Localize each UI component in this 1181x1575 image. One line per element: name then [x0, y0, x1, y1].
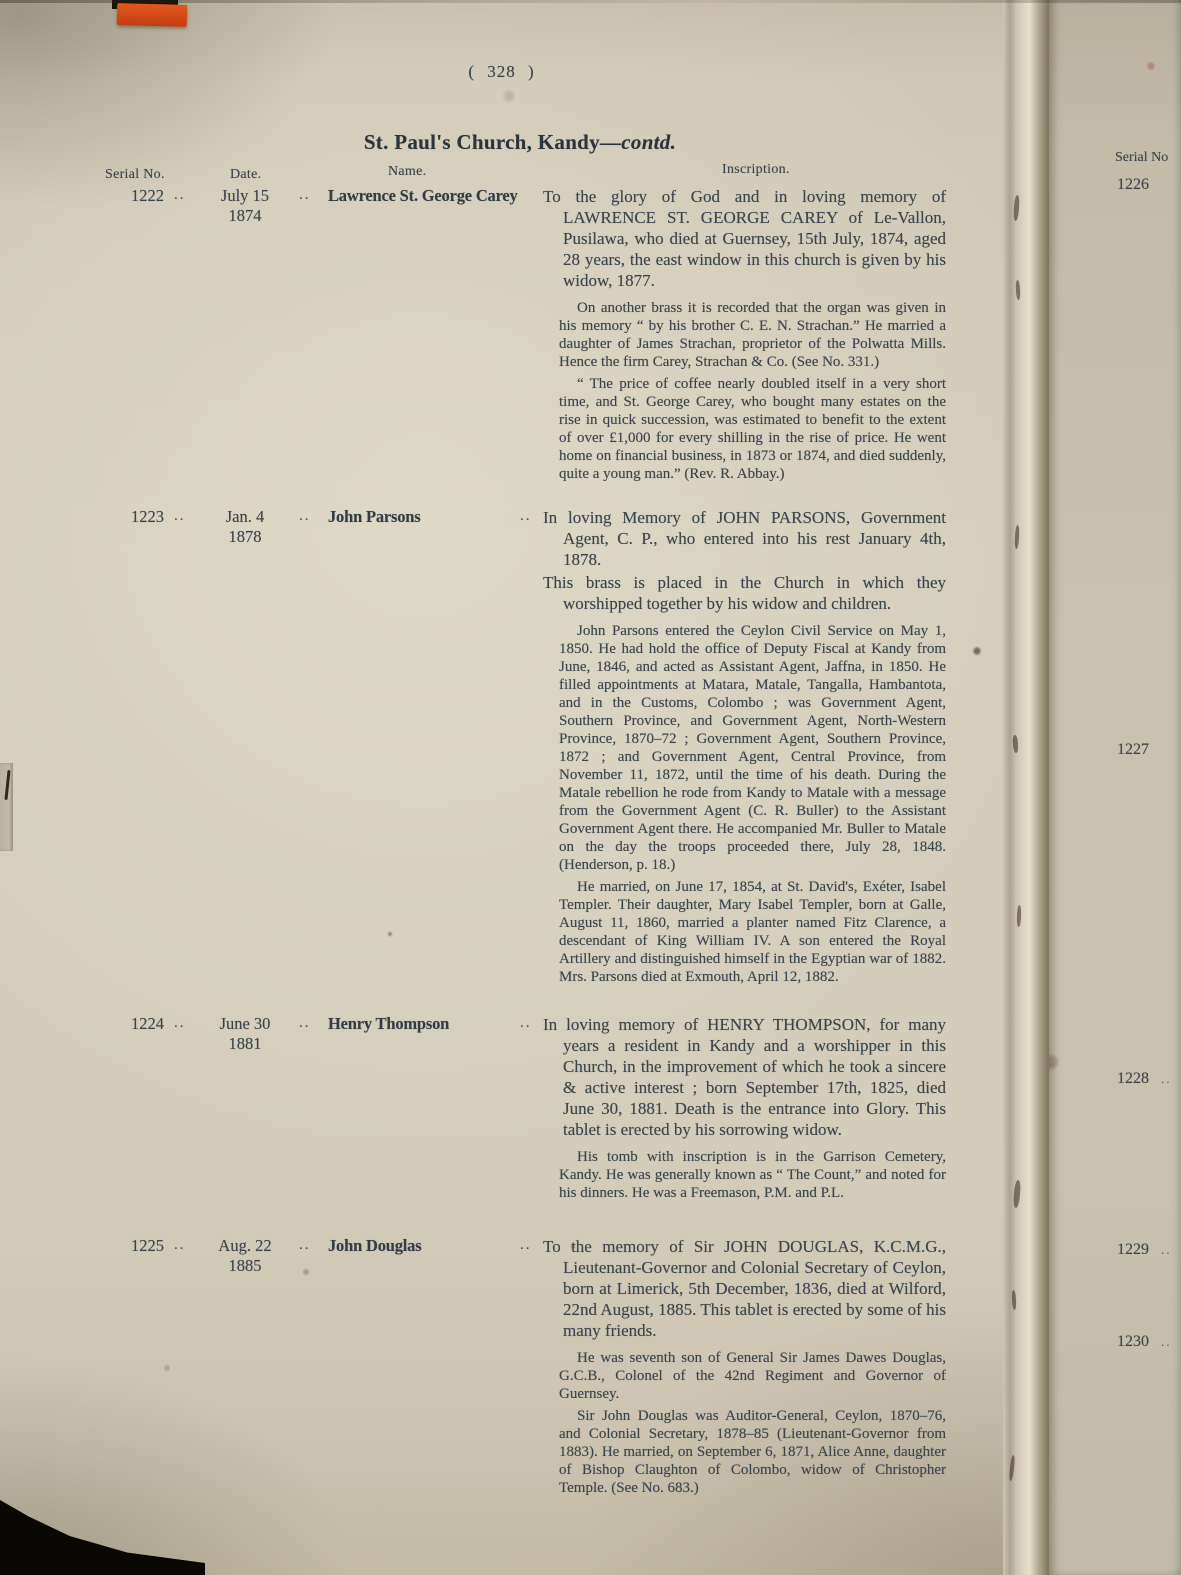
leader-dots: ..: [1161, 1334, 1172, 1349]
bookmark-tab: [117, 3, 188, 27]
leader-dots: ..: [520, 1237, 532, 1253]
next-page-serial: [1117, 1333, 1181, 1351]
leader-dots: ..: [299, 187, 311, 203]
entry-date-line1: Aug. 22: [218, 1236, 272, 1255]
leader-dots: ..: [174, 187, 186, 203]
leader-dots: ..: [299, 1015, 311, 1031]
entry-serial-number: 1223: [131, 507, 164, 526]
page-curl-edge: [1003, 0, 1049, 1575]
entry-date-line1: July 15: [220, 186, 270, 205]
next-page-serial: [1117, 176, 1181, 194]
leader-dots: ..: [174, 1015, 186, 1031]
next-page-serial: [1117, 1070, 1181, 1088]
entry-date-line2: 1881: [228, 1034, 262, 1053]
entry-date: [203, 507, 287, 547]
entry-serial-number: 1225: [131, 1236, 164, 1255]
inscription-paragraph: Sir John Douglas was Auditor-General, Ceylon, 1870–76, and Colonial Secretary, 1878–85 (Lieutenant-Governor from 1883). He married, on September 6, 1871, Alice Anne, daughter of Bishop Claughton of Colombo, widow of Christopher Temple. (See No. 683.): [559, 1408, 946, 1496]
inscription-paragraph: He was seventh son of General Sir James Dawes Douglas, G.C.B., Colonel of the 42nd Regiment and Governor of Guernsey.: [559, 1350, 946, 1402]
next-page-serial-number: 1227: [1117, 741, 1149, 758]
entry-inscription: [543, 507, 946, 986]
leader-dots: ..: [1161, 1071, 1172, 1086]
next-page-serial-number: 1226: [1117, 176, 1149, 193]
leader-dots: ..: [1161, 1242, 1172, 1257]
next-page-serial-number: 1229: [1117, 1241, 1149, 1258]
page-title: [0, 130, 1040, 155]
page-title-contd: —contd.: [599, 130, 677, 154]
entry-date-line2: 1878: [228, 527, 262, 546]
leader-dots: ..: [520, 1015, 532, 1031]
entry-date: [203, 1014, 287, 1054]
entry-serial-number: 1222: [131, 186, 164, 205]
inscription-paragraph: “ The price of coffee nearly doubled itself in a very short time, and St. George Carey, who bought many estates on the rise in quick succession, was estimated to benefit to the extent of over £1,000 for every shilling in the rise of price. He went home on financial business, in 1873 or 1874, and died suddenly, quite a young man.” (Rev. R. Abbay.): [559, 376, 946, 482]
inscription-paragraph: This brass is placed in the Church in which they worshipped together by his widow and children.: [543, 573, 946, 613]
entry-inscription: [543, 1236, 946, 1497]
inscription-paragraph: On another brass it is recorded that the organ was given in his memory “ by his brother C. E. N. Strachan.” He married a daughter of James Strachan, proprietor of the Polwatta Mills. Hence the firm Carey, Strachan & Co. (See No. 331.): [559, 300, 946, 370]
page-title-text: St. Paul's Church, Kandy: [363, 130, 600, 154]
entry-name: Henry Thompson: [328, 1014, 450, 1033]
entry-date-line2: 1885: [228, 1256, 262, 1275]
next-page-serial-number: 1230: [1117, 1333, 1149, 1350]
inscription-paragraph: John Parsons entered the Ceylon Civil Service on May 1, 1850. He had hold the office of Deputy Fiscal at Kandy from June, 1846, and acted as Assistant Agent, Jaffna, in 1850. He filled appointments at Matara, Matale, Tangalla, Hambantota, and in the Customs, Colombo ; was Government Agent, Southern Province, and Government Agent, North-Western Province, 1870–72 ; Government Agent, Southern Province, 1872 ; and Government Agent, Central Province, from November 11, 1872, until the time of his death. During the Matale rebellion he rode from Kandy to Matale with a message from the Government Agent (C. R. Buller) to the Assistant Government Agent there. He accompanied Mr. Buller to Matale on the day the troops proceeded there, July 28, 1848. (Henderson, p. 18.): [559, 623, 946, 873]
leader-dots: ..: [174, 508, 186, 524]
leader-dots: ..: [174, 1237, 186, 1253]
leader-dots: ..: [299, 1237, 311, 1253]
photo-top-shadow: [0, 0, 1181, 3]
entry-inscription: [543, 1014, 946, 1202]
column-header-name: Name.: [388, 164, 427, 179]
next-page-serial: [1117, 741, 1181, 759]
inscription-paragraph: To the glory of God and in loving memory of LAWRENCE ST. GEORGE CAREY of Le-Vallon, Pusilawa, who died at Guernsey, 15th July, 1874, aged 28 years, the east window in this church is given by his widow, 1877.: [543, 187, 946, 290]
entry-serial-number: 1224: [131, 1014, 164, 1033]
next-page-serial: [1117, 1241, 1181, 1259]
inscription-paragraph: His tomb with inscription is in the Garrison Cemetery, Kandy. He was generally known as “ The Count,” and noted for his dinners. He was a Freemason, P.M. and P.L.: [559, 1149, 946, 1201]
column-header-inscription: Inscription.: [722, 162, 790, 177]
column-header-serial: Serial No.: [105, 167, 165, 182]
entry-date-line1: Jan. 4: [225, 507, 265, 526]
entry-date: [203, 186, 287, 226]
entry-name: Lawrence St. George Carey: [328, 186, 518, 205]
page-number: ( 328 ): [468, 62, 535, 81]
inscription-paragraph: To the memory of Sir JOHN DOUGLAS, K.C.M.G., Lieutenant-Governor and Colonial Secretary of Ceylon, born at Limerick, 5th December, 1836, died at Wilford, 22nd August, 1885. This tablet is erected by some of his many friends.: [543, 1237, 946, 1340]
next-page-serial-header: Serial No: [1115, 150, 1169, 165]
column-header-date: Date.: [230, 167, 262, 182]
inscription-paragraph: He married, on June 17, 1854, at St. David's, Exéter, Isabel Templer. Their daughter, Mary Isabel Templer, born at Galle, August 11, 1860, married a planter named Fitz Clarence, a descendant of King William IV. A son entered the Royal Artillery and distinguished himself in the Egyptian war of 1882. Mrs. Parsons died at Exmouth, April 12, 1882.: [559, 879, 946, 985]
next-page-strip: [1049, 0, 1181, 1575]
entry-date-line1: June 30: [219, 1014, 271, 1033]
entry-inscription: [543, 186, 946, 483]
entry-date-line2: 1874: [228, 206, 262, 225]
leader-dots: ..: [299, 508, 311, 524]
leader-dots: ..: [520, 508, 532, 524]
inscription-paragraph: In loving memory of HENRY THOMPSON, for many years a resident in Kandy and a worshipper in this Church, in the improvement of which he took a sincere & active interest ; born September 17th, 1825, died June 30, 1881. Death is the entrance into Glory. This tablet is erected by his sorrowing widow.: [543, 1015, 946, 1139]
entry-name: John Douglas: [328, 1236, 422, 1255]
inscription-paragraph: In loving Memory of JOHN PARSONS, Government Agent, C. P., who entered into his rest January 4th, 1878.: [543, 508, 946, 569]
entry-name: John Parsons: [328, 507, 421, 526]
next-page-serial-number: 1228: [1117, 1070, 1149, 1087]
entry-date: [203, 1236, 287, 1276]
